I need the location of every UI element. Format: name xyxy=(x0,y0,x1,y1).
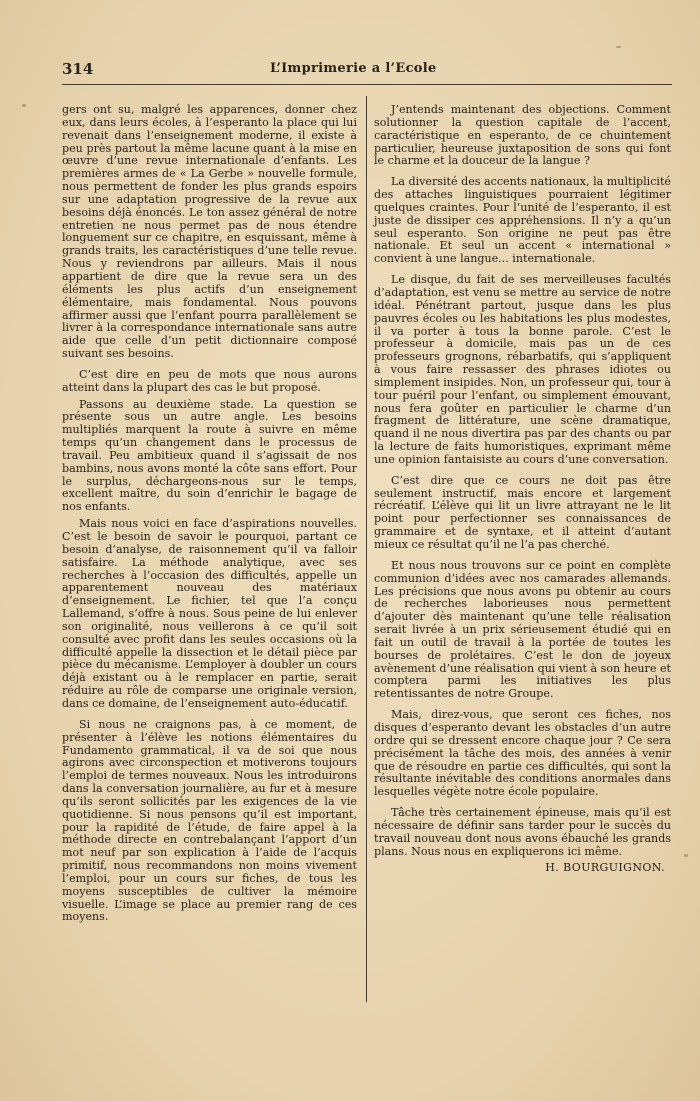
author-signature: H. BOURGUIGNON. xyxy=(545,861,665,875)
paragraph: C’est dire que ce cours ne doit pas être seulement instructif, mais encore et largement récréatif. L’élève qui lit un livre attrayant ne le lit point pour perfectionner ses connaissances de grammaire et de syntaxe, et il atteint d’autant mieux ce résultat qu’il ne l’a pas cherché. xyxy=(374,473,671,551)
paragraph: Et nous nous trouvons sur ce point en complète communion d’idées avec nos camarades allemands. Les précisions que nous avons pu obtenir au cours de recherches laborieuses nous permettent d’ajouter dès maintenant qu’une telle réalisation serait livrée à un prix sérieusement étudié qui en fait un outil de travail à la portée de toutes les bourses de prolétaires. C’est le don de joyeux avènement d’une réalisation qui vient à son heure et comptera parmi les initiatives les plus retentissantes de notre Groupe. xyxy=(374,558,671,701)
paragraph: Tâche très certainement épineuse, mais qu’il est nécessaire de définir sans tarder pour le succès du travail nouveau dont nous avons ébauché les grands plans. Nous nous en expliquerons ici même. xyxy=(374,806,671,858)
paper-spot xyxy=(616,46,621,48)
paragraph: C’est dire en peu de mots que nous aurons atteint dans la plupart des cas le but proposé. xyxy=(62,367,357,394)
running-title: L’Imprimerie a l’Ecole xyxy=(270,61,437,76)
paragraph: Mais, direz-vous, que seront ces fiches, nos disques d’esperanto devant les obstacles d’un autre ordre qui se dressent encore chaque jour ? Ce sera précisément la tâche des mois, des années à venir que de résoudre en partie ces difficultés, qui sont la résultante inévitable des conditions anormales dans lesquelles végète notre école populaire. xyxy=(374,708,671,799)
paragraph: La diversité des accents nationaux, la multiplicité des attaches linguistiques pourraient légitimer quelques craintes. Pour l’unité de l’esperanto, il est juste de dissiper ces appréhensions. Il n’y a qu’un seul esperanto. Son origine ne peut pas être nationale. Et seul un accent « international » convient à une langue... internationale. xyxy=(374,175,671,266)
paper-spot xyxy=(22,104,26,107)
paragraph: Passons au deuxième stade. La question se présente sous un autre angle. Les besoins multipliés marquent la route à suivre en même temps qu’un changement dans le processus de travail. Peu ambitieux quand il s’agissait de nos bambins, nous avons monté la côte sans effort. Pour le surplus, déchargeons-nous sur le temps, excellent maître, du soin d’enrichir le bagage de nos enfants. xyxy=(62,397,357,514)
page-number: 314 xyxy=(62,60,94,78)
paragraph: Le disque, du fait de ses merveilleuses facultés d’adaptation, est venu se mettre au service de notre idéal. Pénétrant partout, jusque dans les plus pauvres écoles ou les habitations les plus modestes, il va porter à tous la bonne parole. C’est le professeur à domicile, mais pas un de ces professeurs grognons, rébarbatifs, qui s’appliquent à vous faire ressasser des phrases idiotes ou simplement insipides. Non, un professeur qui, tour à tour puéril pour l’enfant, ou simplement émouvant, nous fera goûter en particulier le charme d’un fragment de littérature, une scène dramatique, quand il ne nous divertira pas par des chants ou par la lecture de faits humoristiques, exprimant même une opinion fantaisiste au cours d’une conversation. xyxy=(374,273,671,466)
paper-spot xyxy=(684,854,688,857)
header-rule xyxy=(62,84,672,85)
paragraph: J’entends maintenant des objections. Comment solutionner la question capitale de l’accent, caractéristique en esperanto, de ce chuintement particulier, heureuse juxtaposition de sons qui font le charme et la douceur de la langue ? xyxy=(374,103,671,168)
left-column xyxy=(62,104,357,928)
right-column xyxy=(374,104,671,875)
page-header xyxy=(62,58,672,82)
paragraph: gers ont su, malgré les apparences, donner chez eux, dans leurs écoles, à l’esperanto la place qui lui revenait dans l’enseignement moderne, il existe à peu près partout la même lacune quant à la mise en œuvre d’une revue internationale d’enfants. Les premières armes de « La Gerbe » nouvelle formule, nous permettent de fonder les plus grands espoirs sur une adaptation progressive de la revue aux besoins déjà énoncés. Le ton assez général de notre entretien ne nous permet pas de nous étendre longuement sur ce chapitre, en esquissant, même à grands traits, les caractéristiques d’une telle revue. Nous y reviendrons par ailleurs. Mais il nous appartient de dire que la revue sera un des éléments les plus actifs d’un enseignement élémentaire, mais fondamental. Nous pouvons affirmer aussi que l’enfant pourra parallèlement se livrer à la correspondance internationale sans autre aide que celle d’un petit dictionnaire composé suivant ses besoins. xyxy=(62,103,357,361)
paragraph: Si nous ne craignons pas, à ce moment, de présenter à l’élève les notions élémentaires du Fundamento grammatical, il va de soi que nous agirons avec circonspection et motiverons toujours l’emploi de termes nouveaux. Nous les introduirons dans la conversation journalière, au fur et à mesure qu’ils seront sollicités par les exigences de la vie quotidienne. Si nous pensons qu’il est important, pour la rapidité de l’étude, de faire appel à la méthode directe en contrebalançant l’apport d’un mot neuf par son explication à l’aide de l’acquis primitif, nous recommandons non moins vivement l’emploi, pour un cours sur fiches, de tous les moyens susceptibles de cultiver la mémoire visuelle. L’image se place au premier rang de ces moyens. xyxy=(62,717,357,924)
column-divider xyxy=(366,96,367,1002)
paragraph: Mais nous voici en face d’aspirations nouvelles. C’est le besoin de savoir le pourquoi, partant ce besoin d’analyse, de raisonnement qu’il va falloir satisfaire. La méthode analytique, avec ses recherches à l’occasion des difficultés, appelle un apparentement nouveau des matériaux d’enseignement. Le fichier, tel que l’a conçu Lallemand, s’offre à nous. Sous peine de lui enlever son originalité, nous veillerons à ce qu’il soit consulté avec profit dans les seules occasions où la difficulté appelle la dissection et le détail pièce par pièce du mécanisme. L’employer à doubler un cours déjà existant ou à le remplacer en partie, serait réduire au rôle de comparse une originale version, dans ce domaine, de l’enseignement auto-éducatif. xyxy=(62,517,357,710)
